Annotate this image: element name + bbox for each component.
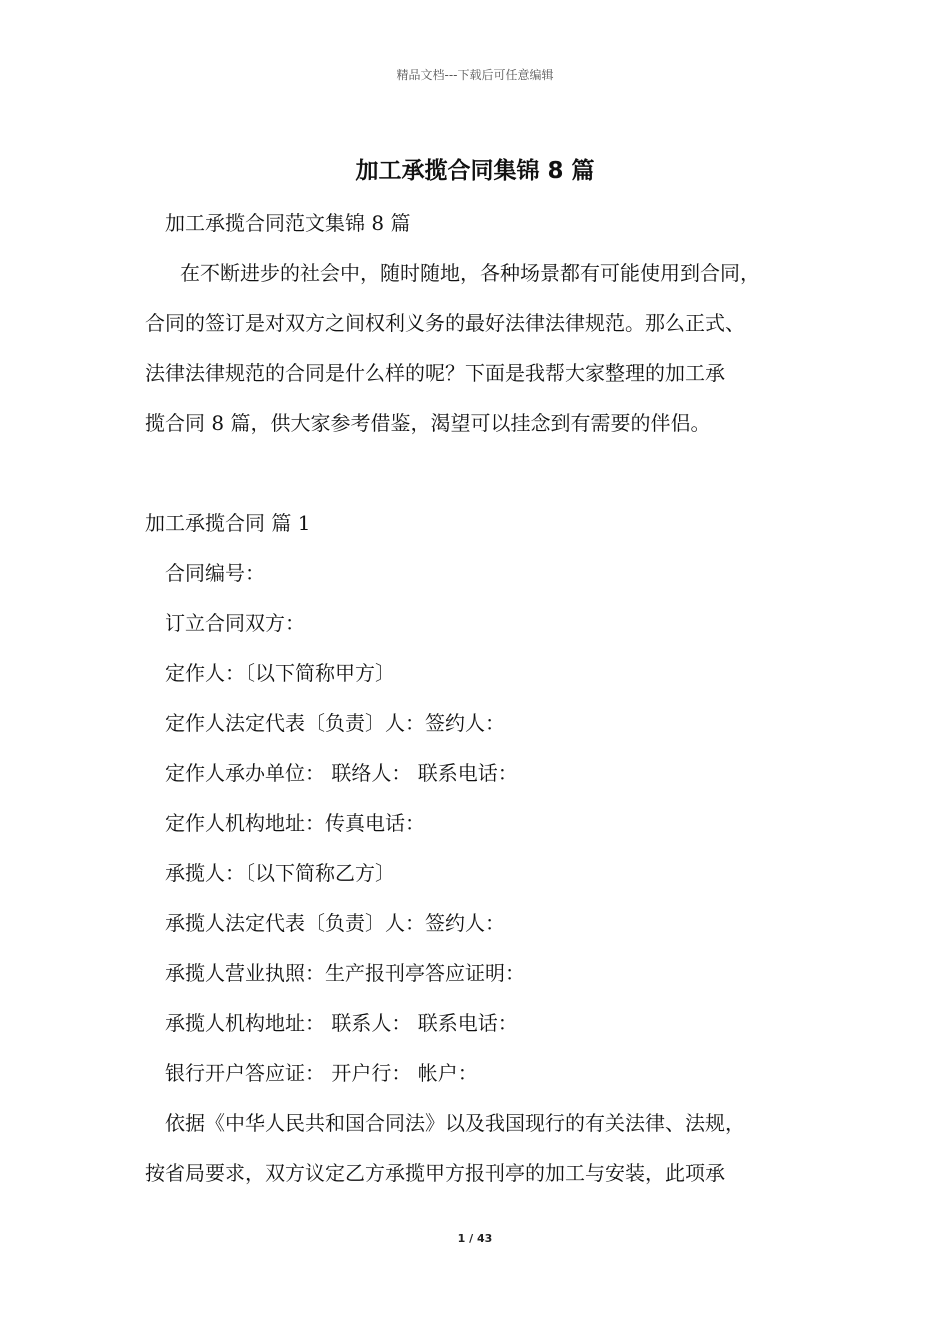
field-contractor-address: 承揽人机构地址： 联系人： 联系电话： bbox=[165, 1011, 518, 1035]
field-contractor-representative: 承揽人法定代表〔负责〕人：签约人： bbox=[165, 911, 505, 935]
intro-line-1: 在不断进步的社会中，随时随地，各种场景都有可能使用到合同， bbox=[180, 261, 760, 285]
field-orderer: 定作人：〔以下简称甲方〕 bbox=[165, 661, 395, 685]
page-title: 加工承揽合同集锦 8 篇 bbox=[355, 158, 595, 184]
header-note: 精品文档---下载后可任意编辑 bbox=[396, 68, 554, 82]
page-indicator: 1 / 43 bbox=[457, 1232, 493, 1245]
field-contract-parties: 订立合同双方： bbox=[165, 611, 305, 635]
field-orderer-unit: 定作人承办单位： 联络人： 联系电话： bbox=[165, 761, 518, 785]
field-contractor: 承揽人：〔以下简称乙方〕 bbox=[165, 861, 395, 885]
document-subtitle: 加工承揽合同范文集锦 8 篇 bbox=[165, 211, 411, 235]
intro-line-2: 合同的签订是对双方之间权利义务的最好法律法律规范。那么正式、 bbox=[145, 311, 745, 335]
field-orderer-representative: 定作人法定代表〔负责〕人：签约人： bbox=[165, 711, 505, 735]
field-contractor-license: 承揽人营业执照：生产报刊亭答应证明： bbox=[165, 961, 525, 985]
intro-line-3: 法律法律规范的合同是什么样的呢？下面是我帮大家整理的加工承 bbox=[145, 361, 725, 385]
section-heading: 加工承揽合同 篇 1 bbox=[145, 511, 311, 535]
field-bank-account: 银行开户答应证： 开户行： 帐户： bbox=[165, 1061, 478, 1085]
field-orderer-address: 定作人机构地址：传真电话： bbox=[165, 811, 425, 835]
field-contract-number: 合同编号： bbox=[165, 561, 265, 585]
closing-line-1: 依据《中华人民共和国合同法》以及我国现行的有关法律、法规， bbox=[165, 1111, 745, 1135]
closing-line-2: 按省局要求，双方议定乙方承揽甲方报刊亭的加工与安装，此项承 bbox=[145, 1161, 725, 1185]
intro-line-4: 揽合同 8 篇，供大家参考借鉴，渴望可以挂念到有需要的伴侣。 bbox=[145, 411, 711, 435]
